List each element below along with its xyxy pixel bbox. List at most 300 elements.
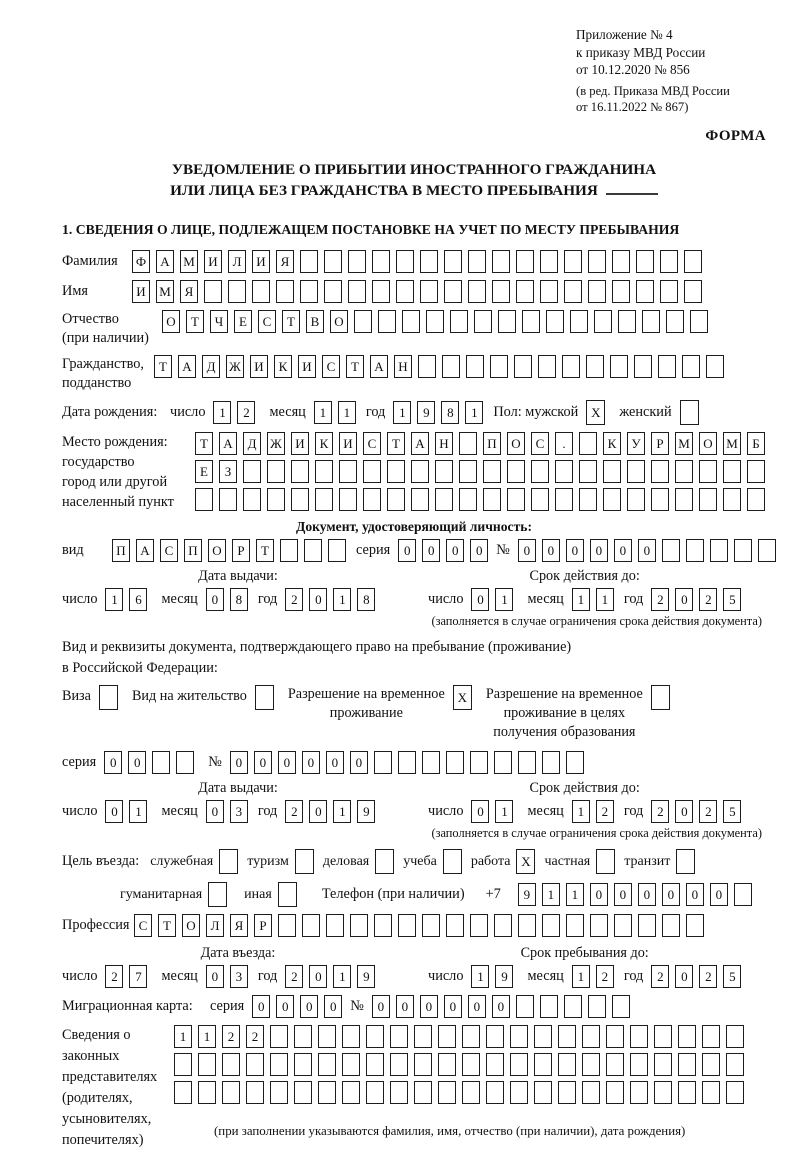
- cell[interactable]: [486, 1025, 504, 1048]
- cell[interactable]: [483, 488, 501, 511]
- cell[interactable]: С: [531, 432, 549, 455]
- cell[interactable]: [538, 355, 556, 378]
- cell[interactable]: [270, 1025, 288, 1048]
- cell[interactable]: [627, 460, 645, 483]
- cell[interactable]: [174, 1053, 192, 1076]
- cell[interactable]: [324, 280, 342, 303]
- cell[interactable]: Е: [234, 310, 252, 333]
- cell[interactable]: 0: [590, 539, 608, 562]
- cell[interactable]: С: [363, 432, 381, 455]
- cell[interactable]: [651, 460, 669, 483]
- cell[interactable]: [195, 488, 213, 511]
- cell[interactable]: С: [258, 310, 276, 333]
- cell[interactable]: [426, 310, 444, 333]
- cell[interactable]: [396, 280, 414, 303]
- cell[interactable]: [315, 460, 333, 483]
- cell[interactable]: 0: [446, 539, 464, 562]
- cell[interactable]: [606, 1025, 624, 1048]
- cell[interactable]: 1: [333, 588, 351, 611]
- cell[interactable]: И: [250, 355, 268, 378]
- cell[interactable]: 2: [285, 800, 303, 823]
- cell[interactable]: 2: [651, 800, 669, 823]
- cell[interactable]: 0: [104, 751, 122, 774]
- cell[interactable]: [627, 488, 645, 511]
- cell[interactable]: [398, 914, 416, 937]
- cell[interactable]: М: [723, 432, 741, 455]
- cell[interactable]: [684, 250, 702, 273]
- cell[interactable]: [614, 914, 632, 937]
- cell[interactable]: 0: [675, 965, 693, 988]
- cell[interactable]: [492, 250, 510, 273]
- cell[interactable]: 0: [566, 539, 584, 562]
- cell[interactable]: [510, 1053, 528, 1076]
- cell[interactable]: [243, 488, 261, 511]
- purpose-study-checkbox[interactable]: [443, 849, 462, 874]
- cell[interactable]: 0: [492, 995, 510, 1018]
- cell[interactable]: 8: [441, 401, 459, 424]
- cell[interactable]: 0: [309, 800, 327, 823]
- cell[interactable]: Т: [256, 539, 274, 562]
- cell[interactable]: [366, 1081, 384, 1104]
- cell[interactable]: [636, 280, 654, 303]
- cell[interactable]: [518, 914, 536, 937]
- cell[interactable]: [723, 488, 741, 511]
- cell[interactable]: [684, 280, 702, 303]
- cell[interactable]: 0: [471, 800, 489, 823]
- cell[interactable]: [675, 460, 693, 483]
- cell[interactable]: 1: [572, 800, 590, 823]
- cell[interactable]: [396, 250, 414, 273]
- cell[interactable]: 0: [686, 883, 704, 906]
- cell[interactable]: А: [136, 539, 154, 562]
- stay-month-cells[interactable]: [572, 965, 614, 988]
- cell[interactable]: О: [507, 432, 525, 455]
- cell[interactable]: Т: [387, 432, 405, 455]
- residence-valid-year-cells[interactable]: [651, 800, 741, 823]
- cell[interactable]: 5: [723, 965, 741, 988]
- cell[interactable]: [582, 1053, 600, 1076]
- cell[interactable]: [420, 250, 438, 273]
- cell[interactable]: [462, 1081, 480, 1104]
- birth-place-cells-row1[interactable]: [195, 432, 765, 455]
- representatives-cells-row1[interactable]: [174, 1025, 744, 1048]
- cell[interactable]: Л: [228, 250, 246, 273]
- entry-year-cells[interactable]: [285, 965, 375, 988]
- cell[interactable]: [294, 1053, 312, 1076]
- cell[interactable]: 0: [542, 539, 560, 562]
- cell[interactable]: 6: [129, 588, 147, 611]
- cell[interactable]: [291, 488, 309, 511]
- cell[interactable]: М: [156, 280, 174, 303]
- cell[interactable]: [630, 1081, 648, 1104]
- temporary-residence-education-checkbox[interactable]: [651, 685, 670, 710]
- cell[interactable]: 1: [174, 1025, 192, 1048]
- cell[interactable]: [588, 995, 606, 1018]
- cell[interactable]: [534, 1053, 552, 1076]
- residence-issue-year-cells[interactable]: [285, 800, 375, 823]
- cell[interactable]: [176, 751, 194, 774]
- cell[interactable]: [494, 751, 512, 774]
- cell[interactable]: Т: [346, 355, 364, 378]
- cell[interactable]: П: [483, 432, 501, 455]
- cell[interactable]: [459, 432, 477, 455]
- cell[interactable]: [276, 280, 294, 303]
- cell[interactable]: К: [315, 432, 333, 455]
- cell[interactable]: [300, 280, 318, 303]
- cell[interactable]: 1: [198, 1025, 216, 1048]
- cell[interactable]: [300, 250, 318, 273]
- cell[interactable]: [318, 1025, 336, 1048]
- cell[interactable]: Н: [435, 432, 453, 455]
- cell[interactable]: [690, 310, 708, 333]
- cell[interactable]: Е: [195, 460, 213, 483]
- cell[interactable]: [618, 310, 636, 333]
- residence-valid-month-cells[interactable]: [572, 800, 614, 823]
- cell[interactable]: А: [156, 250, 174, 273]
- cell[interactable]: [378, 310, 396, 333]
- cell[interactable]: Ж: [267, 432, 285, 455]
- cell[interactable]: [387, 460, 405, 483]
- cell[interactable]: [372, 280, 390, 303]
- cell[interactable]: [372, 250, 390, 273]
- cell[interactable]: [278, 914, 296, 937]
- cell[interactable]: [579, 488, 597, 511]
- cell[interactable]: 5: [723, 800, 741, 823]
- cell[interactable]: 1: [338, 401, 356, 424]
- cell[interactable]: О: [162, 310, 180, 333]
- cell[interactable]: [363, 488, 381, 511]
- cell[interactable]: [531, 460, 549, 483]
- cell[interactable]: [542, 914, 560, 937]
- cell[interactable]: [564, 280, 582, 303]
- residence-issue-day-cells[interactable]: [105, 800, 147, 823]
- cell[interactable]: [590, 914, 608, 937]
- cell[interactable]: [514, 355, 532, 378]
- cell[interactable]: Р: [651, 432, 669, 455]
- visa-checkbox[interactable]: [99, 685, 118, 710]
- cell[interactable]: 1: [213, 401, 231, 424]
- cell[interactable]: 0: [468, 995, 486, 1018]
- cell[interactable]: [658, 355, 676, 378]
- cell[interactable]: У: [627, 432, 645, 455]
- cell[interactable]: [390, 1053, 408, 1076]
- cell[interactable]: 9: [495, 965, 513, 988]
- cell[interactable]: И: [252, 250, 270, 273]
- cell[interactable]: Р: [254, 914, 272, 937]
- cell[interactable]: 0: [614, 539, 632, 562]
- identity-doc-series-cells[interactable]: [398, 539, 488, 562]
- cell[interactable]: [339, 488, 357, 511]
- cell[interactable]: [350, 914, 368, 937]
- cell[interactable]: [558, 1025, 576, 1048]
- cell[interactable]: Т: [195, 432, 213, 455]
- cell[interactable]: [411, 488, 429, 511]
- patronymic-cells[interactable]: [162, 310, 708, 333]
- cell[interactable]: [686, 914, 704, 937]
- cell[interactable]: 0: [302, 751, 320, 774]
- cell[interactable]: [534, 1081, 552, 1104]
- cell[interactable]: 3: [230, 965, 248, 988]
- cell[interactable]: [466, 355, 484, 378]
- cell[interactable]: 0: [276, 995, 294, 1018]
- cell[interactable]: [219, 488, 237, 511]
- cell[interactable]: 0: [710, 883, 728, 906]
- birth-place-cells-row3[interactable]: [195, 488, 765, 511]
- cell[interactable]: [291, 460, 309, 483]
- purpose-transit-checkbox[interactable]: [676, 849, 695, 874]
- identity-valid-month-cells[interactable]: [572, 588, 614, 611]
- cell[interactable]: 8: [357, 588, 375, 611]
- cell[interactable]: Л: [206, 914, 224, 937]
- cell[interactable]: [474, 310, 492, 333]
- purpose-other-checkbox[interactable]: [278, 882, 297, 907]
- cell[interactable]: 1: [333, 965, 351, 988]
- cell[interactable]: [606, 1053, 624, 1076]
- cell[interactable]: [564, 250, 582, 273]
- cell[interactable]: [246, 1053, 264, 1076]
- cell[interactable]: [267, 460, 285, 483]
- cell[interactable]: О: [699, 432, 717, 455]
- cell[interactable]: Я: [276, 250, 294, 273]
- cell[interactable]: [498, 310, 516, 333]
- cell[interactable]: [660, 280, 678, 303]
- cell[interactable]: [654, 1053, 672, 1076]
- cell[interactable]: [243, 460, 261, 483]
- cell[interactable]: 0: [372, 995, 390, 1018]
- cell[interactable]: 0: [638, 883, 656, 906]
- cell[interactable]: [579, 432, 597, 455]
- cell[interactable]: [414, 1025, 432, 1048]
- cell[interactable]: [555, 460, 573, 483]
- cell[interactable]: С: [134, 914, 152, 937]
- entry-month-cells[interactable]: [206, 965, 248, 988]
- identity-issue-year-cells[interactable]: [285, 588, 375, 611]
- cell[interactable]: [486, 1081, 504, 1104]
- cell[interactable]: [518, 751, 536, 774]
- cell[interactable]: [198, 1081, 216, 1104]
- residence-doc-number-cells[interactable]: [230, 751, 584, 774]
- cell[interactable]: С: [322, 355, 340, 378]
- cell[interactable]: 0: [105, 800, 123, 823]
- cell[interactable]: [222, 1053, 240, 1076]
- cell[interactable]: [280, 539, 298, 562]
- cell[interactable]: 2: [699, 588, 717, 611]
- cell[interactable]: [555, 488, 573, 511]
- cell[interactable]: Н: [394, 355, 412, 378]
- cell[interactable]: 0: [470, 539, 488, 562]
- residence-issue-month-cells[interactable]: [206, 800, 248, 823]
- cell[interactable]: [558, 1081, 576, 1104]
- cell[interactable]: [438, 1081, 456, 1104]
- entry-day-cells[interactable]: [105, 965, 147, 988]
- cell[interactable]: [510, 1081, 528, 1104]
- cell[interactable]: [570, 310, 588, 333]
- cell[interactable]: Б: [747, 432, 765, 455]
- cell[interactable]: [435, 460, 453, 483]
- cell[interactable]: [326, 914, 344, 937]
- cell[interactable]: [726, 1081, 744, 1104]
- cell[interactable]: [446, 914, 464, 937]
- identity-valid-year-cells[interactable]: [651, 588, 741, 611]
- female-checkbox[interactable]: [680, 400, 699, 425]
- cell[interactable]: 0: [614, 883, 632, 906]
- cell[interactable]: 1: [542, 883, 560, 906]
- identity-doc-number-cells[interactable]: [518, 539, 776, 562]
- cell[interactable]: [246, 1081, 264, 1104]
- cell[interactable]: [402, 310, 420, 333]
- cell[interactable]: [490, 355, 508, 378]
- cell[interactable]: [566, 914, 584, 937]
- cell[interactable]: [492, 280, 510, 303]
- purpose-tourism-checkbox[interactable]: [295, 849, 314, 874]
- stay-day-cells[interactable]: [471, 965, 513, 988]
- profession-cells[interactable]: [134, 914, 704, 937]
- purpose-humanitarian-checkbox[interactable]: [208, 882, 227, 907]
- cell[interactable]: [603, 460, 621, 483]
- cell[interactable]: [603, 488, 621, 511]
- cell[interactable]: [204, 280, 222, 303]
- cell[interactable]: Ж: [226, 355, 244, 378]
- phone-cells[interactable]: [518, 883, 752, 906]
- cell[interactable]: [486, 1053, 504, 1076]
- cell[interactable]: [470, 914, 488, 937]
- representatives-cells-row2[interactable]: [174, 1053, 744, 1076]
- cell[interactable]: 3: [230, 800, 248, 823]
- cell[interactable]: 1: [333, 800, 351, 823]
- cell[interactable]: [702, 1053, 720, 1076]
- cell[interactable]: М: [180, 250, 198, 273]
- cell[interactable]: [342, 1053, 360, 1076]
- cell[interactable]: [586, 355, 604, 378]
- cell[interactable]: [699, 488, 717, 511]
- cell[interactable]: [228, 280, 246, 303]
- cell[interactable]: П: [184, 539, 202, 562]
- cell[interactable]: [468, 250, 486, 273]
- cell[interactable]: З: [219, 460, 237, 483]
- purpose-official-checkbox[interactable]: [219, 849, 238, 874]
- cell[interactable]: [418, 355, 436, 378]
- citizenship-cells[interactable]: [154, 355, 724, 378]
- cell[interactable]: [174, 1081, 192, 1104]
- cell[interactable]: 1: [465, 401, 483, 424]
- birth-day-cells[interactable]: [213, 401, 255, 424]
- cell[interactable]: 0: [422, 539, 440, 562]
- cell[interactable]: [318, 1053, 336, 1076]
- cell[interactable]: [630, 1025, 648, 1048]
- cell[interactable]: [642, 310, 660, 333]
- cell[interactable]: 2: [285, 588, 303, 611]
- cell[interactable]: И: [339, 432, 357, 455]
- cell[interactable]: [470, 751, 488, 774]
- cell[interactable]: 2: [222, 1025, 240, 1048]
- cell[interactable]: [710, 539, 728, 562]
- cell[interactable]: 1: [129, 800, 147, 823]
- cell[interactable]: И: [291, 432, 309, 455]
- cell[interactable]: 0: [350, 751, 368, 774]
- cell[interactable]: [374, 914, 392, 937]
- cell[interactable]: [566, 751, 584, 774]
- cell[interactable]: [270, 1081, 288, 1104]
- cell[interactable]: [468, 280, 486, 303]
- cell[interactable]: [675, 488, 693, 511]
- cell[interactable]: 1: [393, 401, 411, 424]
- cell[interactable]: [414, 1081, 432, 1104]
- cell[interactable]: [540, 995, 558, 1018]
- migration-card-series-cells[interactable]: [252, 995, 342, 1018]
- cell[interactable]: [702, 1025, 720, 1048]
- cell[interactable]: [610, 355, 628, 378]
- cell[interactable]: 0: [128, 751, 146, 774]
- cell[interactable]: [348, 280, 366, 303]
- cell[interactable]: 0: [206, 965, 224, 988]
- cell[interactable]: 0: [444, 995, 462, 1018]
- cell[interactable]: [270, 1053, 288, 1076]
- residence-doc-series-cells[interactable]: [104, 751, 194, 774]
- cell[interactable]: Т: [154, 355, 172, 378]
- cell[interactable]: 2: [246, 1025, 264, 1048]
- cell[interactable]: [660, 250, 678, 273]
- cell[interactable]: А: [370, 355, 388, 378]
- cell[interactable]: 9: [357, 965, 375, 988]
- cell[interactable]: Т: [282, 310, 300, 333]
- cell[interactable]: 0: [252, 995, 270, 1018]
- cell[interactable]: 9: [518, 883, 536, 906]
- cell[interactable]: А: [178, 355, 196, 378]
- cell[interactable]: В: [306, 310, 324, 333]
- cell[interactable]: 1: [314, 401, 332, 424]
- cell[interactable]: 0: [230, 751, 248, 774]
- cell[interactable]: [318, 1081, 336, 1104]
- cell[interactable]: Р: [232, 539, 250, 562]
- cell[interactable]: С: [160, 539, 178, 562]
- cell[interactable]: [579, 460, 597, 483]
- cell[interactable]: 1: [596, 588, 614, 611]
- cell[interactable]: [459, 488, 477, 511]
- cell[interactable]: [540, 280, 558, 303]
- cell[interactable]: [420, 280, 438, 303]
- cell[interactable]: 2: [596, 800, 614, 823]
- cell[interactable]: 1: [566, 883, 584, 906]
- cell[interactable]: [723, 460, 741, 483]
- cell[interactable]: [562, 355, 580, 378]
- cell[interactable]: 2: [699, 800, 717, 823]
- cell[interactable]: 1: [471, 965, 489, 988]
- cell[interactable]: 0: [396, 995, 414, 1018]
- surname-cells[interactable]: [132, 250, 702, 273]
- title-blank-underline[interactable]: [606, 182, 658, 195]
- cell[interactable]: 0: [300, 995, 318, 1018]
- cell[interactable]: [339, 460, 357, 483]
- cell[interactable]: [414, 1053, 432, 1076]
- cell[interactable]: [546, 310, 564, 333]
- cell[interactable]: 8: [230, 588, 248, 611]
- cell[interactable]: 0: [675, 588, 693, 611]
- cell[interactable]: [582, 1025, 600, 1048]
- cell[interactable]: [444, 280, 462, 303]
- cell[interactable]: [390, 1025, 408, 1048]
- cell[interactable]: [398, 751, 416, 774]
- cell[interactable]: [534, 1025, 552, 1048]
- purpose-work-checkbox[interactable]: X: [516, 849, 535, 874]
- cell[interactable]: 2: [596, 965, 614, 988]
- cell[interactable]: 7: [129, 965, 147, 988]
- cell[interactable]: [747, 460, 765, 483]
- birth-place-cells-row2[interactable]: [195, 460, 765, 483]
- cell[interactable]: [302, 914, 320, 937]
- cell[interactable]: [438, 1053, 456, 1076]
- cell[interactable]: [522, 310, 540, 333]
- cell[interactable]: [747, 488, 765, 511]
